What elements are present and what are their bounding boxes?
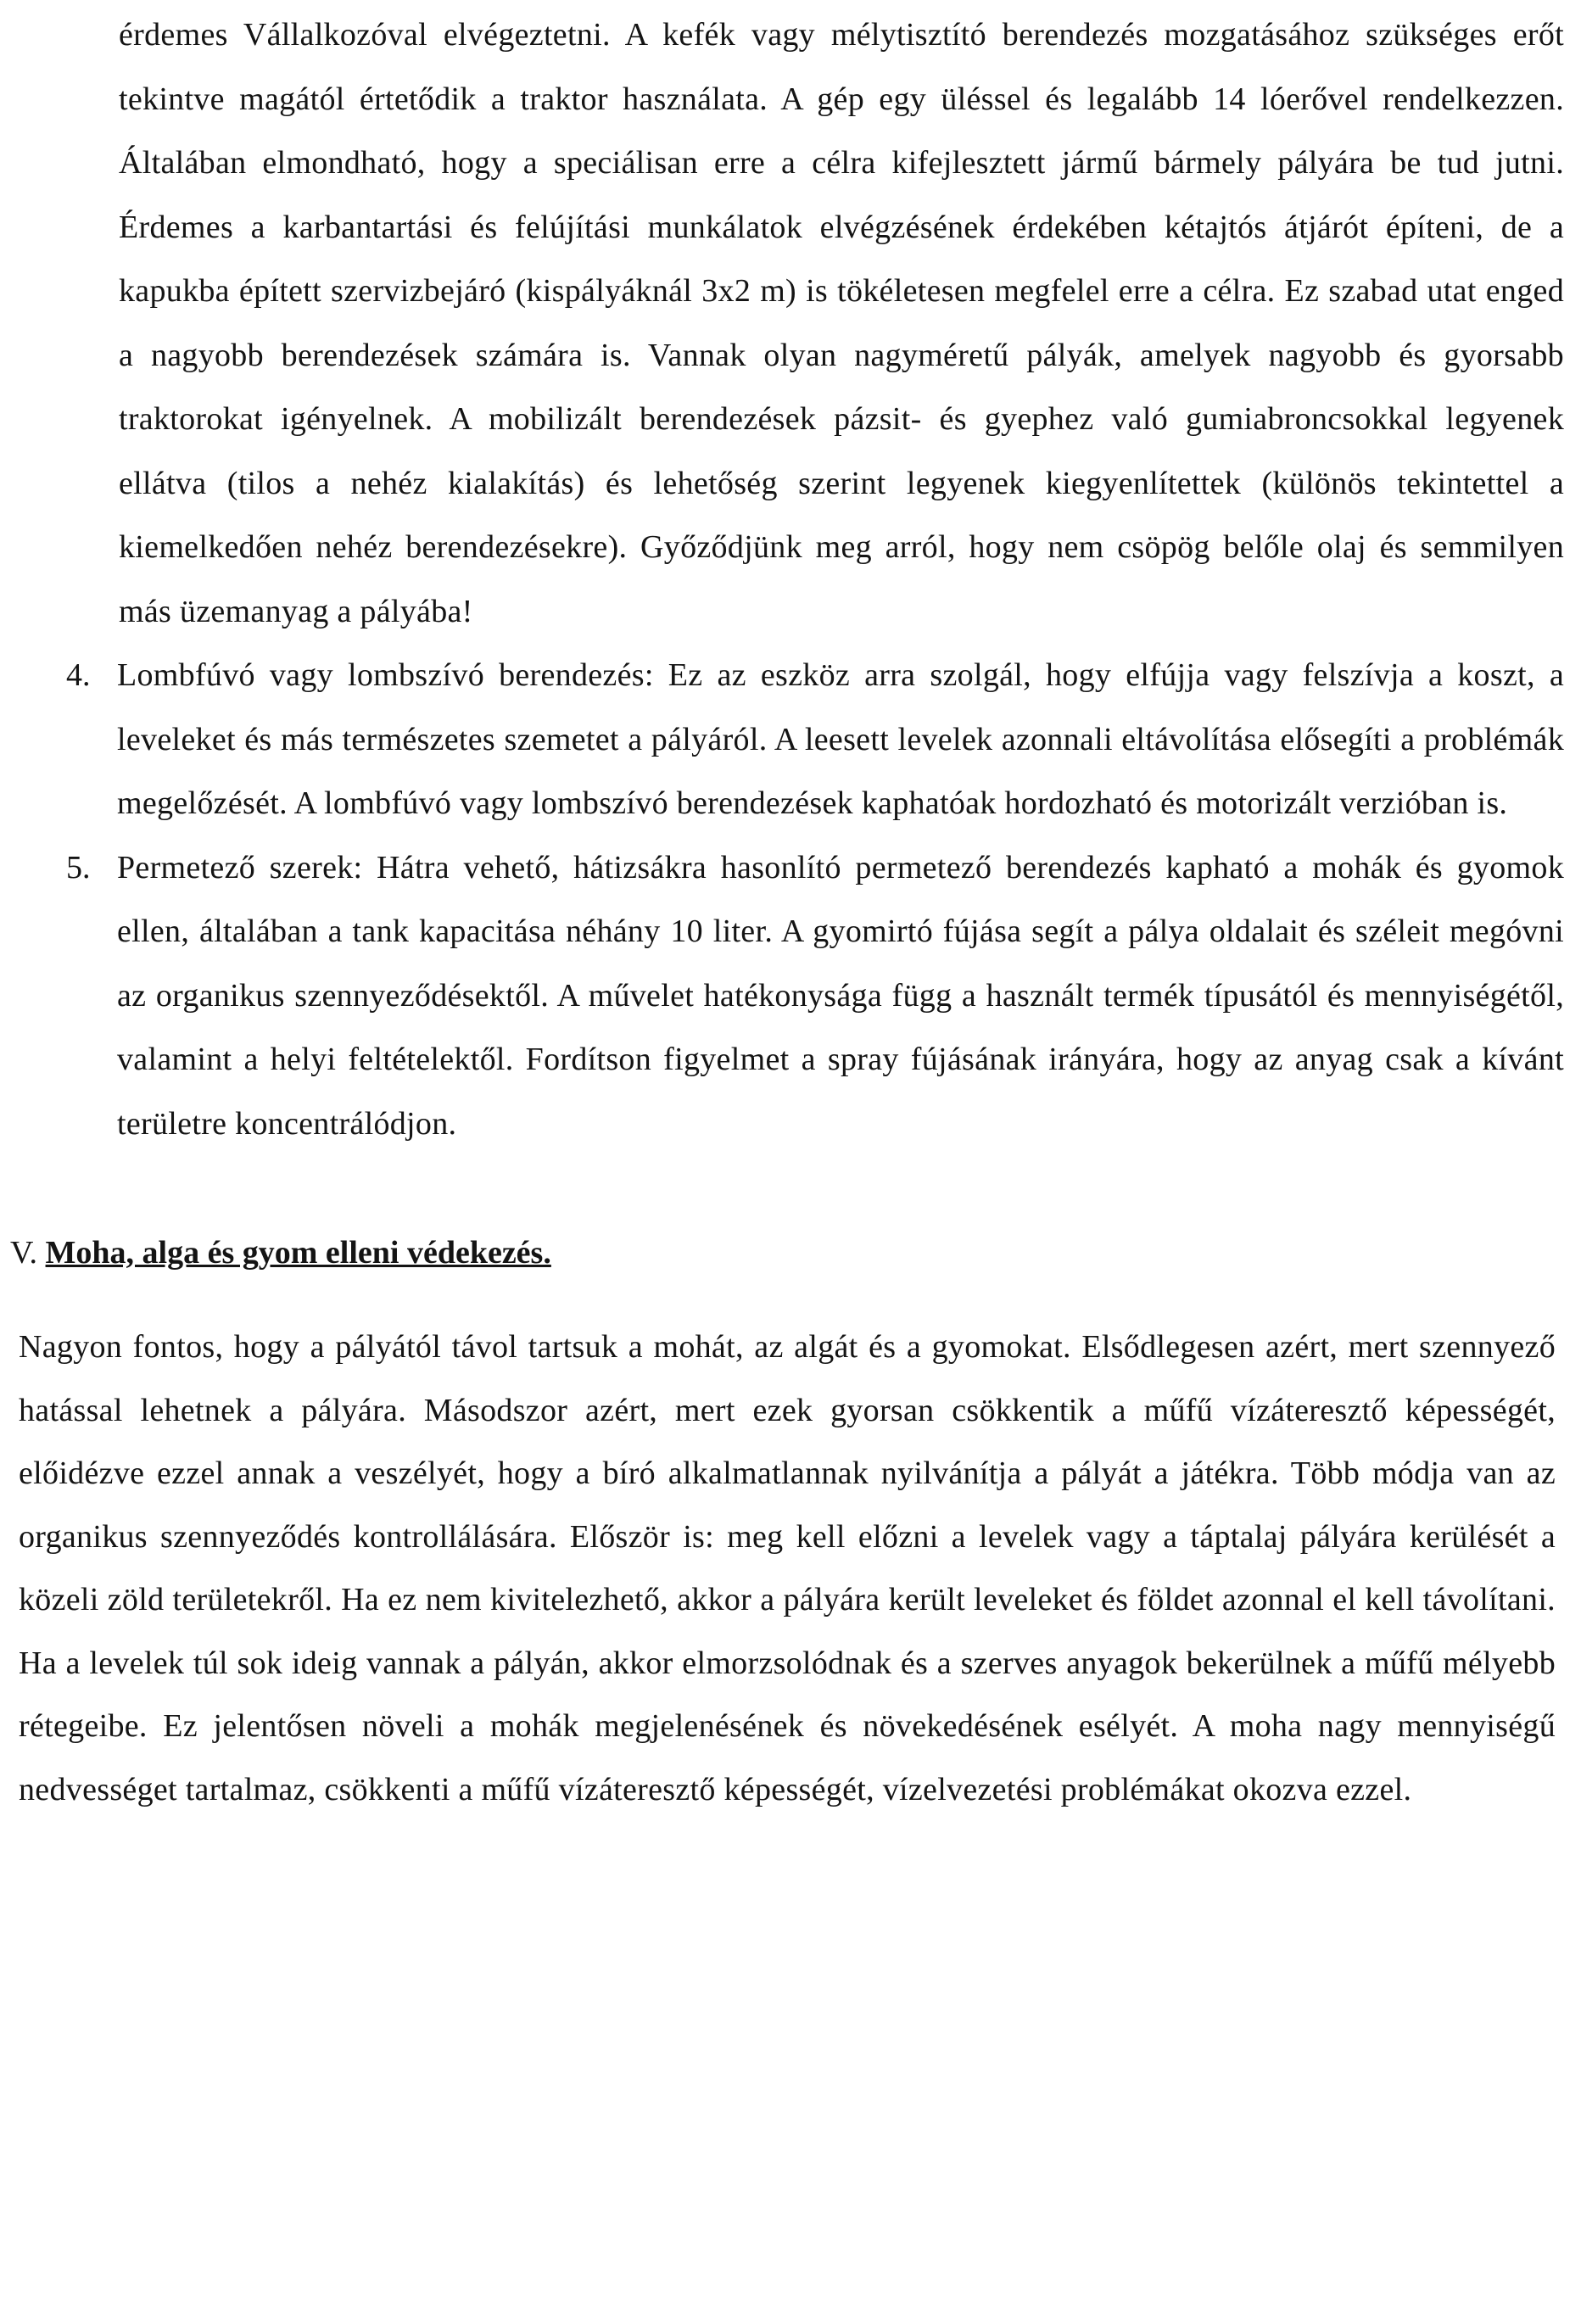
section-paragraph: Nagyon fontos, hogy a pályától távol tartsuk a mohát, az algát és a gyomokat. Elsődlegesen azért, mert szennyező hatással lehetnek a pályára. Másodszor azért, mert ezek gyorsan csökkentik a műfű vízáteresztő képességét, előidézve ezzel annak a veszélyét, hogy a bíró alkalmatlannak nyilvánítja a pályát a játékra. Több módja van az organikus szennyeződés kontrollálására. Először is: meg kell előzni a levelek vagy a táptalaj pályára kerülését a közeli zöld területekről. Ha ez nem kivitelezhető, akkor a pályára került leveleket és földet azonnal el kell távolítani. Ha a levelek túl sok ideig vannak a pályán, akkor elmorzsolódnak és a szerves anyagok bekerülnek a műfű mélyebb rétegeibe. Ez jelentősen növeli a mohák megjelenésének és növekedésének esélyét. A moha nagy mennyiségű nedvességet tartalmaz, csökkenti a műfű vízáteresztő képességét, vízelvezetési problémákat okozva ezzel. bbox=[19, 1329, 1556, 1807]
section-number: V. bbox=[10, 1235, 38, 1271]
continued-paragraph: érdemes Vállalkozóval elvégeztetni. A kefék vagy mélytisztító berendezés mozgatásához szükséges erőt tekintve magától értetődik a traktor használata. A gép egy üléssel és legalább 14 lóerővel rendelkezzen. Általában elmondható, hogy a speciálisan erre a célra kifejlesztett jármű bármely pályára be tud jutni. Érdemes a karbantartási és felújítási munkálatok elvégzésének érdekében kétajtós átjárót építeni, de a kapukba épített szervizbejáró (kispályáknál 3x2 m) is tökéletesen megfelel erre a célra. Ez szabad utat enged a nagyobb berendezések számára is. Vannak olyan nagyméretű pályák, amelyek nagyobb és gyorsabb traktorokat igényelnek. A mobilizált berendezések pázsit- és gyephez való gumiabroncsokkal legyenek ellátva (tilos a nehéz kialakítás) és lehetőség szerint legyenek kiegyenlítettek (különös tekintettel a kiemelkedően nehéz berendezésekre). Győződjünk meg arról, hogy nem csöpög belőle olaj és semmilyen más üzemanyag a pályába! bbox=[119, 17, 1564, 629]
list-number: 4. bbox=[66, 657, 91, 693]
list-item-text: Permetező szerek: Hátra vehető, hátizsákra hasonlító permetező berendezés kapható a mohák és gyomok ellen, általában a tank kapacitása néhány 10 liter. A gyomirtó fújása segít a pálya oldalait és széleit megóvni az organikus szennyeződésektől. A művelet hatékonysága függ a használt termék típusától és mennyiségétől, valamint a helyi feltételektől. Fordítson figyelmet a spray fújásának irányára, hogy az anyag csak a kívánt területre koncentrálódjon. bbox=[117, 849, 1564, 1142]
list-item bbox=[66, 836, 1564, 1157]
list-number: 5. bbox=[66, 849, 91, 885]
section-heading bbox=[10, 1222, 1564, 1283]
list-item-text: Lombfúvó vagy lombszívó berendezés: Ez az eszköz arra szolgál, hogy elfújja vagy felszívja a koszt, a leveleket és más természetes szemetet a pályáról. A leesett levelek azonnali eltávolítása elősegíti a problémák megelőzését. A lombfúvó vagy lombszívó berendezések kaphatóak hordozható és motorizált verzióban is. bbox=[117, 657, 1564, 821]
section-title: Moha, alga és gyom elleni védekezés. bbox=[45, 1235, 551, 1271]
list-item bbox=[66, 644, 1564, 836]
